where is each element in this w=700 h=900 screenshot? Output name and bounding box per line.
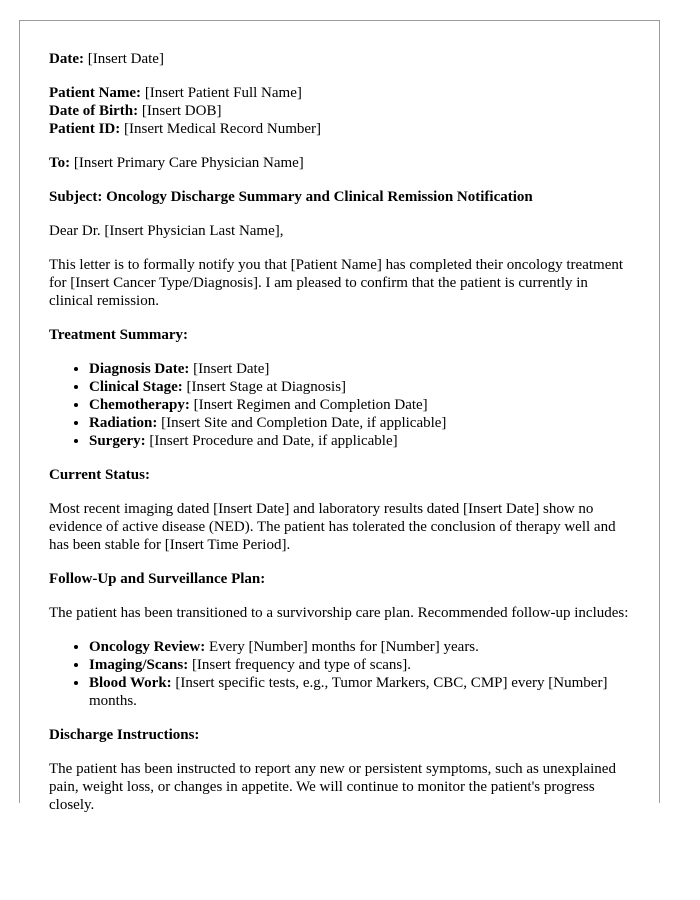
item-value: [Insert Stage at Diagnosis] — [182, 379, 347, 395]
follow-up-heading: Follow-Up and Surveillance Plan: — [49, 571, 266, 587]
patient-info — [49, 84, 630, 138]
item-value: [Insert specific tests, e.g., Tumor Markers, CBC, CMP] every [Number] months. — [89, 675, 608, 709]
subject-label: Subject: — [49, 189, 103, 205]
recipient-value: [Insert Primary Care Physician Name] — [70, 155, 304, 171]
patient-id-line — [49, 120, 630, 138]
list-item — [89, 360, 630, 378]
patient-id-label: Patient ID: — [49, 121, 121, 137]
current-status-paragraph: Most recent imaging dated [Insert Date] and laboratory results dated [Insert Date] show no evidence of active disease (NED). The patient has tolerated the conclusion of therapy well and has been stable for [Insert Time Period]. — [49, 501, 616, 553]
list-item — [89, 432, 630, 450]
follow-up-list — [49, 638, 630, 710]
letter-content — [20, 21, 659, 814]
item-label: Chemotherapy: — [89, 397, 190, 413]
patient-dob-label: Date of Birth: — [49, 103, 139, 119]
recipient-line — [49, 154, 630, 172]
list-item — [89, 414, 630, 432]
date-value: [Insert Date] — [83, 51, 164, 67]
list-item — [89, 638, 630, 656]
item-label: Clinical Stage: — [89, 379, 183, 395]
discharge-heading: Discharge Instructions: — [49, 727, 200, 743]
treatment-summary-heading: Treatment Summary: — [49, 327, 188, 343]
salutation: Dear Dr. [Insert Physician Last Name], — [49, 223, 284, 239]
item-label: Surgery: — [89, 433, 146, 449]
item-label: Radiation: — [89, 415, 158, 431]
item-value: [Insert Regimen and Completion Date] — [189, 397, 428, 413]
item-label: Oncology Review: — [89, 639, 206, 655]
item-value: [Insert frequency and type of scans]. — [188, 657, 412, 673]
treatment-summary-list — [49, 360, 630, 450]
discharge-paragraph: The patient has been instructed to report any new or persistent symptoms, such as unexplained pain, weight loss, or changes in appetite. We will continue to monitor the patient's progress closely. — [49, 761, 616, 813]
item-value: [Insert Date] — [189, 361, 270, 377]
patient-id-value: [Insert Medical Record Number] — [120, 121, 322, 137]
follow-up-paragraph: The patient has been transitioned to a survivorship care plan. Recommended follow-up includes: — [49, 605, 629, 621]
letter-page — [19, 20, 660, 813]
item-value: Every [Number] months for [Number] years. — [205, 639, 479, 655]
intro-paragraph: This letter is to formally notify you that [Patient Name] has completed their oncology treatment for [Insert Cancer Type/Diagnosis]. I am pleased to confirm that the patient is currently in clinical remission. — [49, 257, 624, 309]
subject-line — [49, 188, 630, 206]
list-item — [89, 656, 630, 674]
item-value: [Insert Procedure and Date, if applicable] — [145, 433, 398, 449]
patient-name-value: [Insert Patient Full Name] — [141, 85, 302, 101]
patient-dob-line — [49, 102, 630, 120]
recipient-label: To: — [49, 155, 71, 171]
list-item — [89, 378, 630, 396]
patient-dob-value: [Insert DOB] — [138, 103, 222, 119]
date-label: Date: — [49, 51, 84, 67]
list-item — [89, 396, 630, 414]
subject-value: Oncology Discharge Summary and Clinical Remission Notification — [102, 189, 533, 205]
item-value: [Insert Site and Completion Date, if applicable] — [157, 415, 447, 431]
current-status-heading: Current Status: — [49, 467, 150, 483]
list-item — [89, 674, 630, 710]
item-label: Imaging/Scans: — [89, 657, 189, 673]
date-line — [49, 50, 630, 68]
patient-name-label: Patient Name: — [49, 85, 142, 101]
item-label: Blood Work: — [89, 675, 172, 691]
patient-name-line — [49, 84, 630, 102]
item-label: Diagnosis Date: — [89, 361, 190, 377]
